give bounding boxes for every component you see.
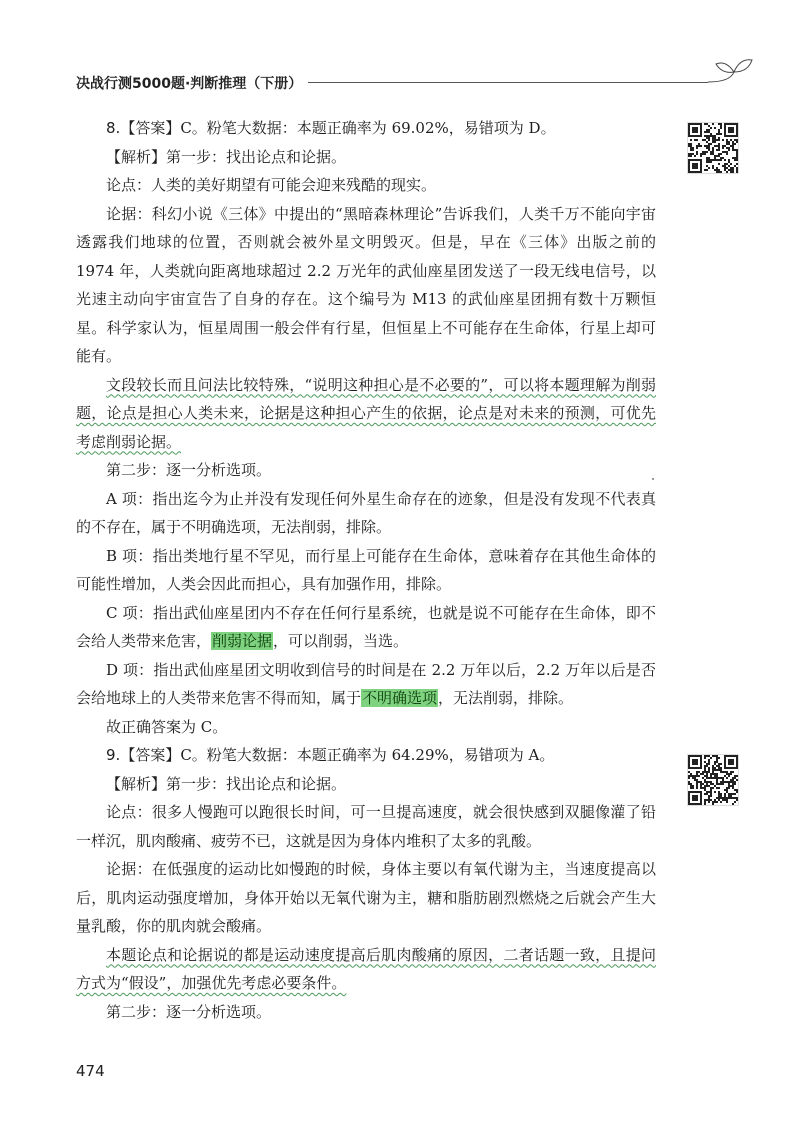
running-header: [76, 70, 756, 94]
paragraph-q9-analysis: [76, 770, 656, 799]
paragraph-q8-evidence: [76, 200, 656, 371]
page-number: 474: [76, 1062, 105, 1080]
question-number: 8.: [106, 119, 121, 137]
text-run: A 项：指出迄今为止并没有发现任何外星生命存在的迹象，但是没有发现不代表真的不存在，属于不明确选项，无法削弱，排除。: [76, 489, 656, 536]
margin-dot: [652, 478, 654, 480]
text-run: ，可以削弱，当选。: [273, 632, 409, 650]
highlighted-term: 削弱论据: [212, 632, 273, 650]
text-run: C。粉笔大数据：本题正确率为 69.02%，易错项为 D。: [180, 119, 556, 137]
underlined-note: 文段较长而且问法比较特殊，“说明这种担心是不必要的”，可以将本题理解为削弱题，论点是担心人类未来，论据是这种担心产生的依据，论点是对未来的预测，可优先考虑削弱论据。: [76, 375, 656, 451]
header-rule: [308, 82, 708, 83]
paragraph-q9-answer: [76, 741, 656, 770]
qr-code-icon[interactable]: [687, 754, 739, 806]
paragraph-q8-analysis: [76, 143, 656, 172]
paragraph-q8-note: [76, 371, 656, 457]
text-run: 论点：很多人慢跑可以跑很长时间，可一旦提高速度，就会很快感到双腿像灌了铅一样沉，肌肉酸痛、疲劳不已，这就是因为身体内堆积了太多的乳酸。: [76, 803, 656, 850]
text-run: 第二步：逐一分析选项。: [106, 461, 272, 479]
text-run: 论据：在低强度的运动比如慢跑的时候，身体主要以有氧代谢为主，当速度提高以后，肌肉运动强度增加，身体开始以无氧代谢为主，糖和脂肪剧烈燃烧之后就会产生大量乳酸，你的肌肉就会酸痛。: [76, 860, 656, 935]
text-run: 论据：科幻小说《三体》中提出的“黑暗森林理论”告诉我们，人类千万不能向宇宙透露我们地球的位置，否则就会被外星文明毁灭。但是，早在《三体》出版之前的 1974 年，人类就向距离地球超过 2.2 万光年的武仙座星团发送了一段无线电信号，以光速主动向宇宙宣告了自身的存在。这个编号为 M13 的武仙座星团拥有数十万颗恒星。科学家认为，恒星周围一般会伴有行星，但恒星上不可能存在生命体，行星上却可能有。: [76, 204, 656, 365]
paragraph-q8-optC: [76, 599, 656, 656]
text-run: 【答案】: [120, 119, 181, 137]
text-run: 故正确答案为 C。: [106, 717, 228, 736]
text-run: 论点：人类的美好期望有可能会迎来残酷的现实。: [106, 176, 437, 194]
text-run: D 项：指出武仙座星团文明收到信号的时间是在 2.2 万年以后，2.2 万年以后是否会给地球上的人类带来危害不得而知，属于: [76, 660, 656, 707]
text-run: C 项：指出武仙座星团内不存在任何行星系统，也就是说不可能存在生命体，即不会给人类带来危害，: [76, 603, 656, 650]
paragraph-q8-conclusion: [76, 713, 656, 742]
paragraph-q8-optD: [76, 656, 656, 713]
paragraph-q8-answer: [76, 114, 656, 143]
paragraph-q8-optB: [76, 542, 656, 599]
paragraph-q9-step2: [76, 998, 656, 1027]
paragraph-q8-step2: [76, 456, 656, 485]
underlined-note: 本题论点和论据说的都是运动速度提高后肌肉酸痛的原因，二者话题一致，且提问方式为“假设”，加强优先考虑必要条件。: [76, 945, 656, 992]
text-run: C。粉笔大数据：本题正确率为 64.29%，易错项为 A。: [180, 746, 555, 764]
qr-code-graphic: [688, 755, 738, 805]
text-run: 【解析】第一步：找出论点和论据。: [106, 774, 347, 793]
qr-code-icon[interactable]: [687, 122, 739, 174]
paragraph-q9-note: [76, 941, 656, 998]
paragraph-q9-evidence: [76, 855, 656, 941]
qr-code-graphic: [688, 123, 738, 173]
paragraph-q9-point: [76, 798, 656, 855]
paragraph-q8-optA: [76, 485, 656, 542]
text-run: 【解析】第一步：找出论点和论据。: [106, 147, 347, 166]
text-run: ，无法削弱，排除。: [438, 689, 574, 707]
sprout-icon: [704, 54, 756, 94]
highlighted-term: 不明确选项: [362, 689, 438, 707]
text-run: 【答案】: [120, 746, 181, 764]
paragraph-q8-point: [76, 171, 656, 200]
text-run: 第二步：逐一分析选项。: [106, 1002, 272, 1021]
question-number: 9.: [106, 746, 121, 764]
answer-explanation-body: [76, 114, 656, 1026]
text-run: B 项：指出类地行星不罕见，而行星上可能存在生命体，意味着存在其他生命体的可能性增加，人类会因此而担心，具有加强作用，排除。: [76, 546, 656, 593]
header-title: 决战行测5000题·判断推理（下册）: [76, 76, 303, 92]
